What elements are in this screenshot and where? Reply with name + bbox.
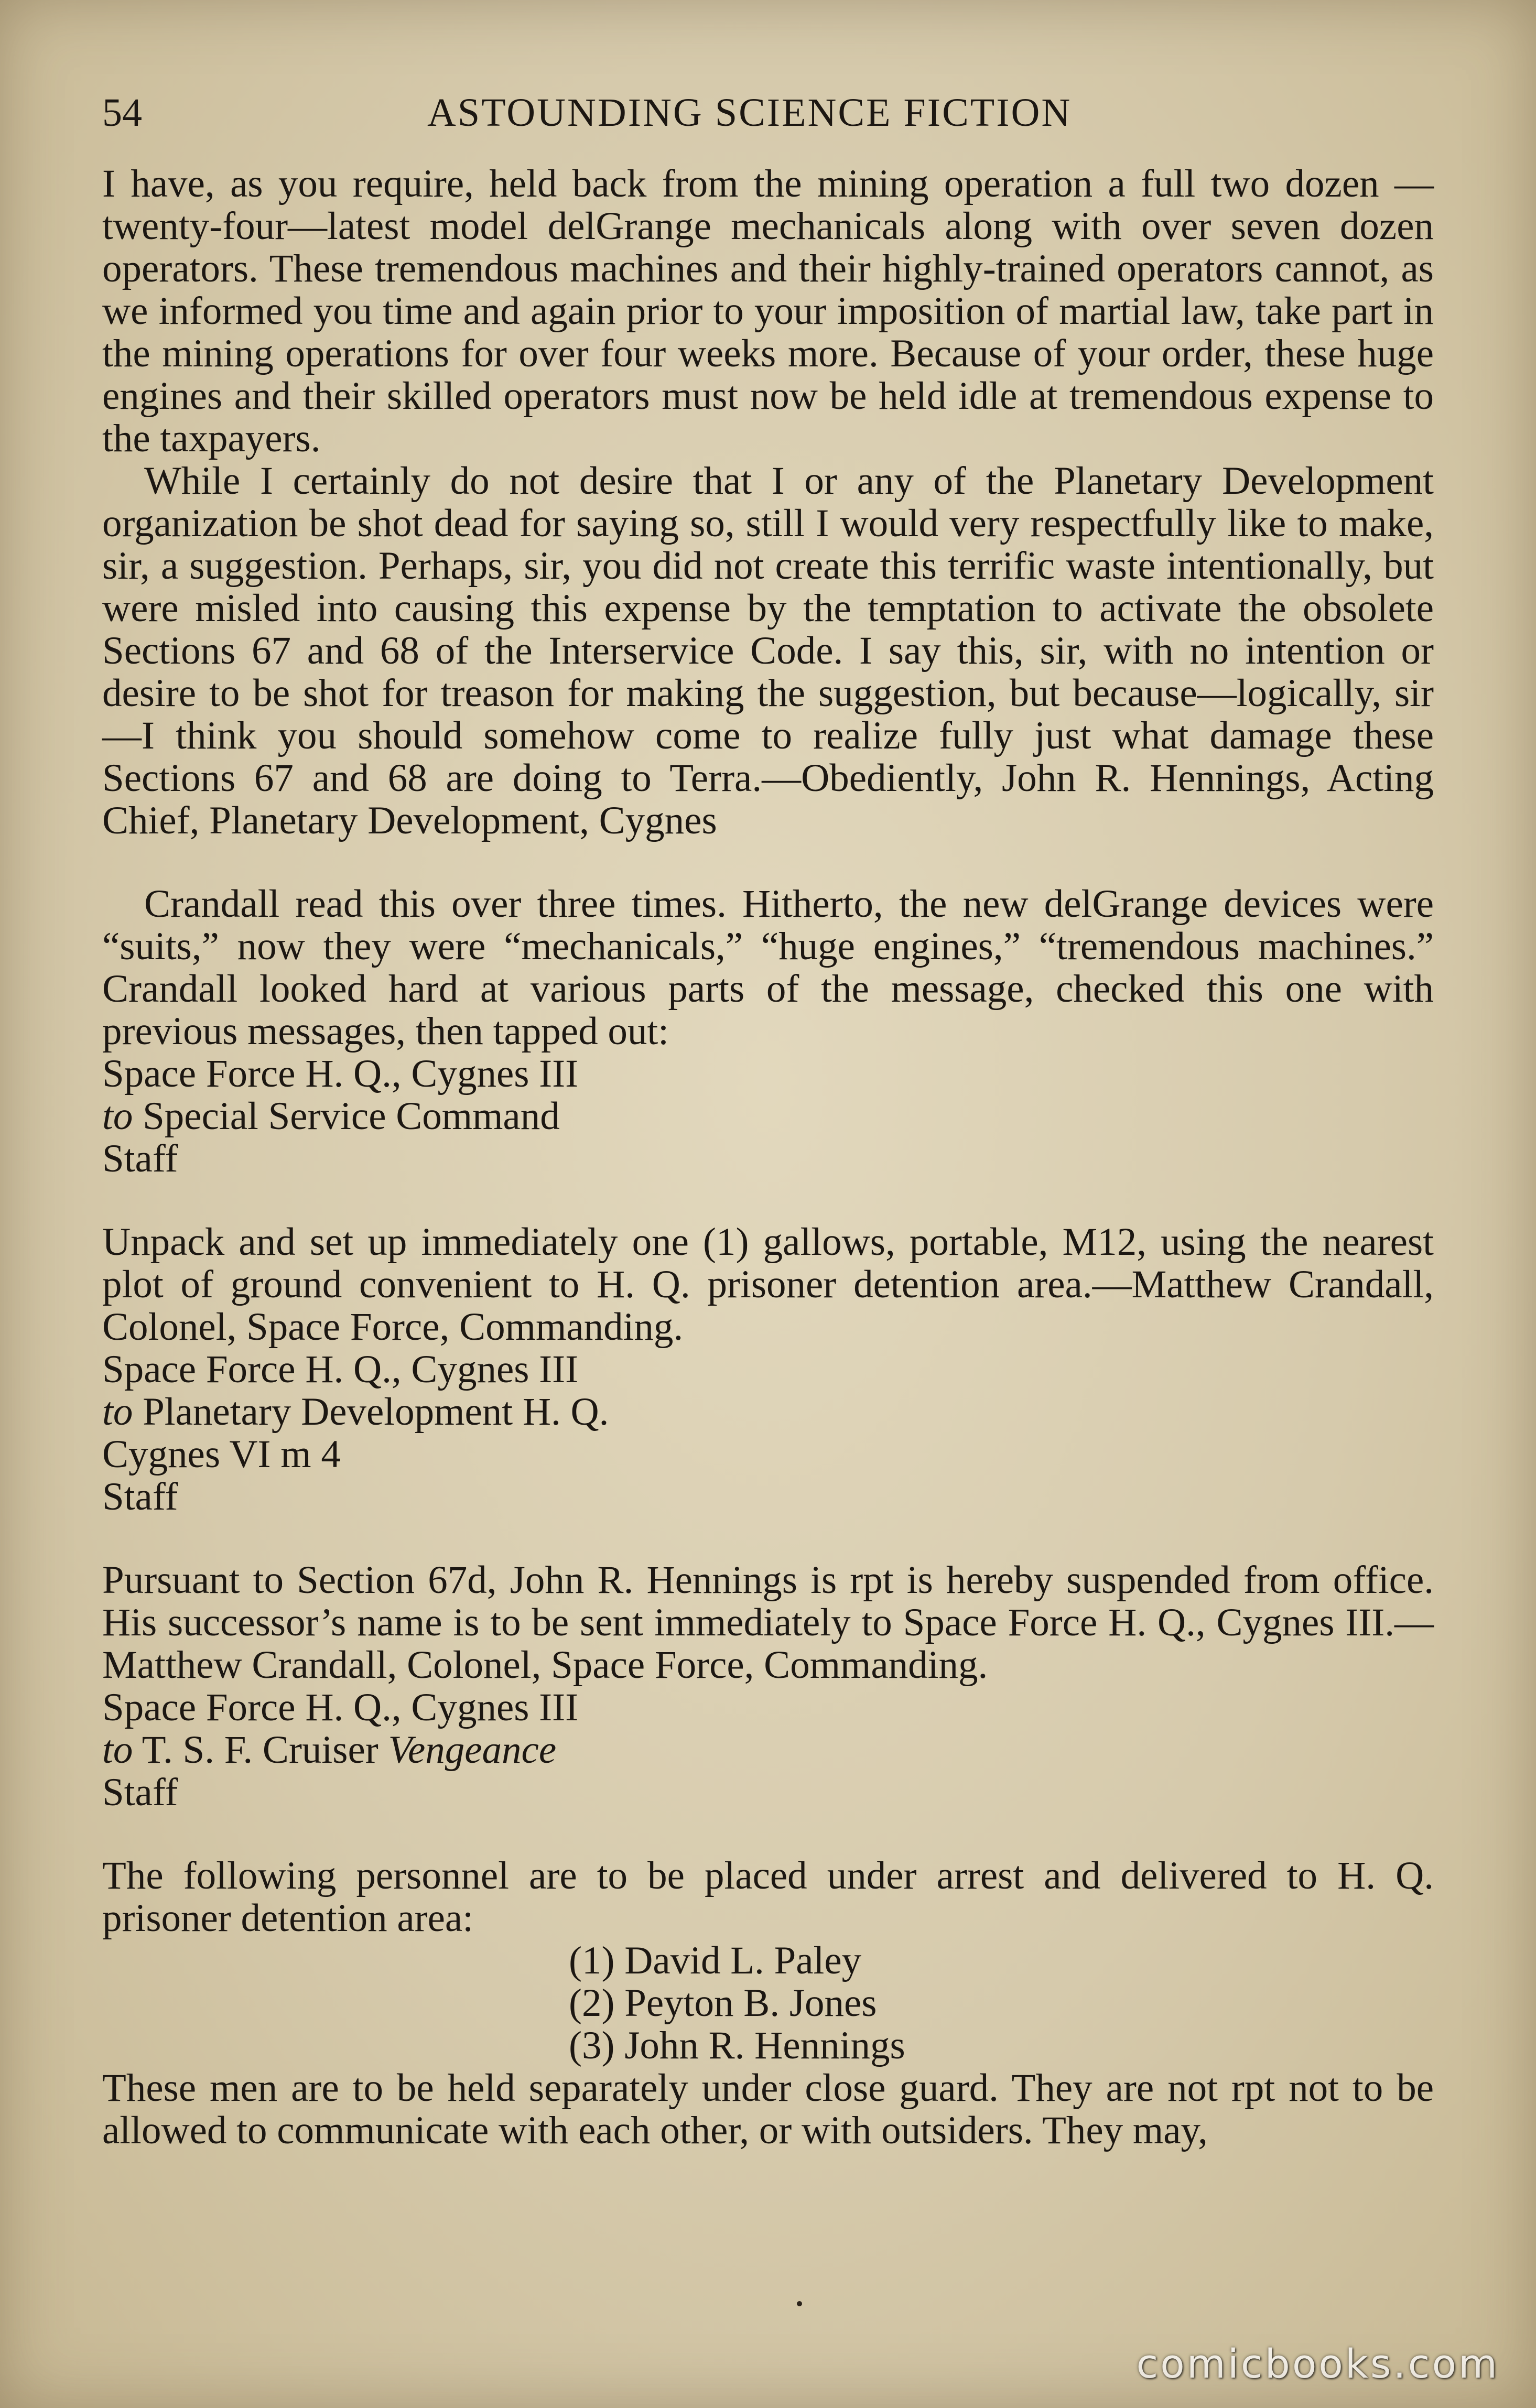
message-1-from: Space Force H. Q., Cygnes III [102,1052,579,1095]
message-3-staff: Staff [102,1771,178,1814]
message-1-to-word: to [102,1094,133,1138]
message-3-to-line [102,1729,1434,1771]
page-header [102,84,1434,142]
running-head: ASTOUNDING SCIENCE FICTION [427,91,1072,135]
message-3-intro: The following personnel are to be placed under arrest and delivered to H. Q. prisoner detention area: [102,1854,1434,1940]
message-3-from: Space Force H. Q., Cygnes III [102,1686,579,1729]
message-2-to-word: to [102,1390,133,1434]
message-3-to-word: to [102,1728,133,1772]
body-text [102,162,1434,2152]
roster-item: (1) David L. Paley [569,1939,862,1982]
message-2-location: Cygnes VI m 4 [102,1433,341,1476]
watermark: comicbooks.com [1136,2340,1499,2387]
letter-paragraph-1: I have, as you require, held back from the mining operation a full two dozen —twenty-four—latest model delGrange mechanicals along with over seven dozen operators. These tremendous machines and their highly-trained operators cannot, as we informed you time and again prior to your imposition of martial law, take part in the mining operations for over four weeks more. Because of your order, these huge engines and their skilled operators must now be held idle at tremendous expense to the taxpayers. [102,162,1434,460]
message-2-from: Space Force H. Q., Cygnes III [102,1348,579,1391]
narrative-paragraph: Crandall read this over three times. Hitherto, the new delGrange devices were “suits,” now they were “mechanicals,” “huge engines,” “tremendous machines.” Crandall looked hard at various parts of the message, checked this one with previous messages, then tapped out: [102,882,1434,1053]
message-2-staff: Staff [102,1475,178,1518]
message-1-to-line [102,1095,1434,1137]
page-number: 54 [102,91,142,135]
letter-paragraph-2: While I certainly do not desire that I or any of the Planetary Development organization be shot dead for saying so, still I would very respectfully like to make, sir, a suggestion. Perhaps, sir, you did not create this terrific waste intentionally, but were misled into causing this expense by the temptation to activate the obsolete Sections 67 and 68 of the Interservice Code. I say this, sir, with no intention or desire to be shot for treason for making the suggestion, but because—logically, sir—I think you should somehow come to realize fully just what damage these Sections 67 and 68 are doing to Terra.—Obediently, John R. Hennings, Acting Chief, Planetary Development, Cygnes [102,459,1434,842]
message-3-ship: Vengeance [388,1728,557,1772]
message-2-body: Pursuant to Section 67d, John R. Hennings is rpt is hereby suspended from office. His successor’s name is to be sent immediately to Space Force H. Q., Cygnes III.—Matthew Crandall, Colonel, Space Force, Commanding. [102,1558,1434,1687]
roster-item: (3) John R. Hennings [569,2024,905,2067]
ink-dot [797,2301,802,2306]
message-2-to-line [102,1391,1434,1433]
message-3-body-after: These men are to be held separately under close guard. They are not rpt not to be allowed to communicate with each other, or with outsiders. They may, [102,2066,1434,2152]
roster-item: (2) Peyton B. Jones [569,1981,877,2025]
arrest-roster [102,1939,1434,2067]
message-3-to: T. S. F. Cruiser [142,1728,378,1772]
message-2-address [102,1348,1434,1518]
message-1-staff: Staff [102,1137,178,1180]
message-1-to: Special Service Command [143,1094,560,1138]
message-2-to: Planetary Development H. Q. [143,1390,609,1434]
message-1-body: Unpack and set up immediately one (1) gallows, portable, M12, using the nearest plot of ground convenient to H. Q. prisoner detention area.—Matthew Crandall, Colonel, Space Force, Commanding. [102,1220,1434,1349]
message-1-address [102,1053,1434,1180]
message-3-address [102,1686,1434,1814]
